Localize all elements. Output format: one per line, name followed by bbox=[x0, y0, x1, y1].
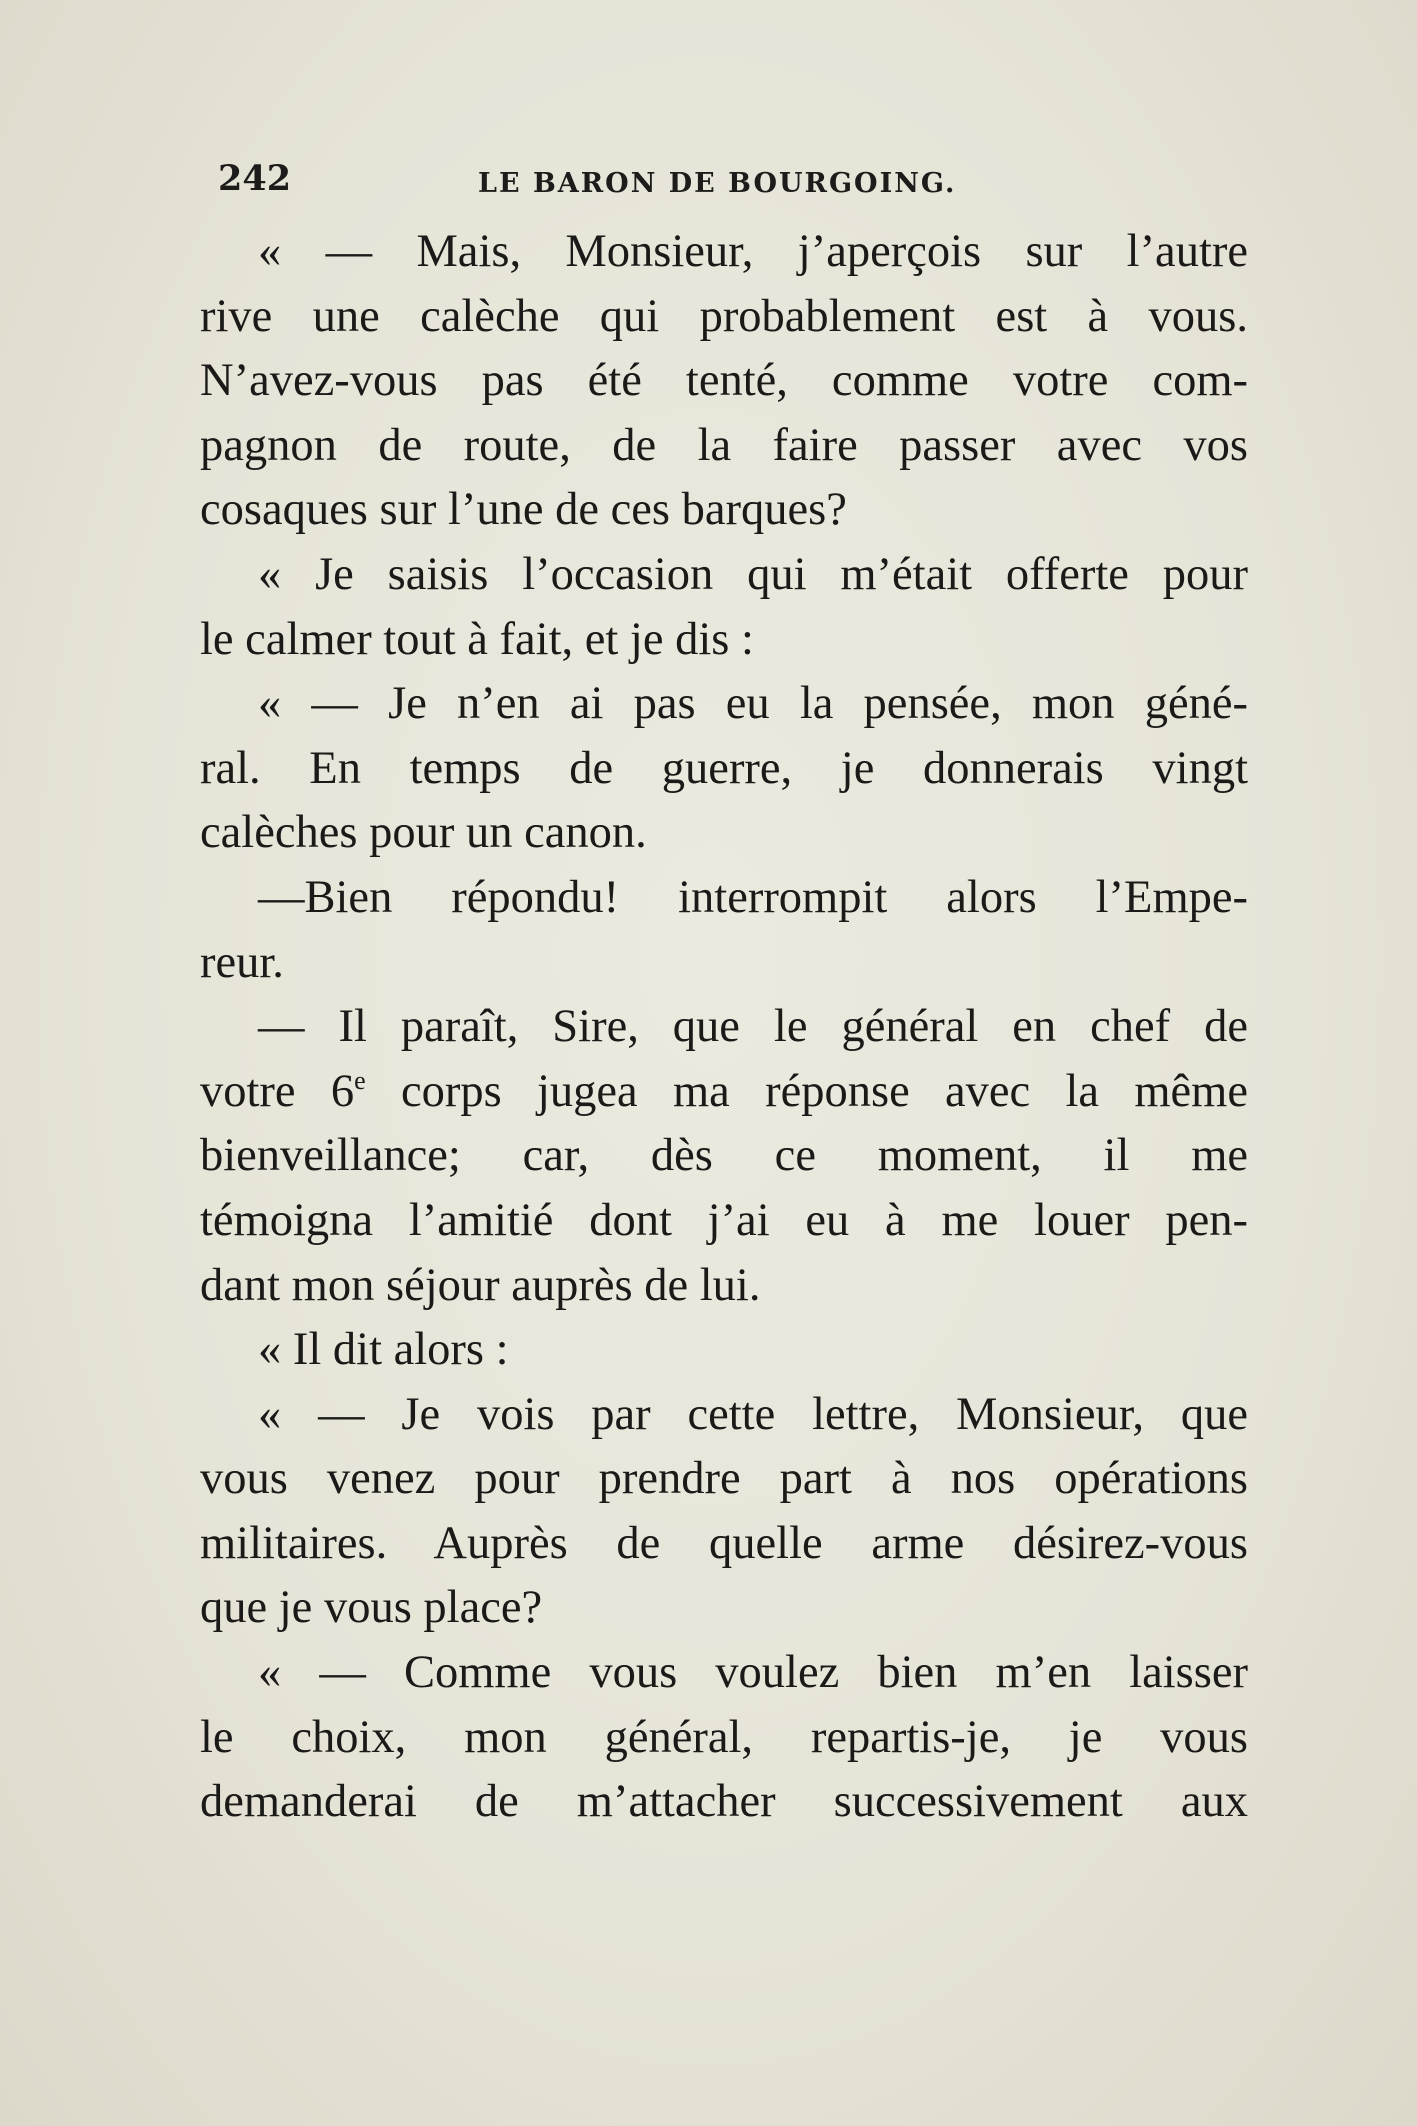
text-line: « — Comme vous voulez bien m’en laisser bbox=[258, 1647, 1248, 1699]
text-line: « — Je n’en ai pas eu la pensée, mon géné- bbox=[258, 678, 1248, 730]
text-line: « Je saisis l’occasion qui m’était offerte pour bbox=[258, 548, 1248, 600]
text-segment: corps jugea ma réponse avec la même bbox=[365, 1065, 1248, 1117]
text-line: « — Je vois par cette lettre, Monsieur, que bbox=[258, 1388, 1248, 1440]
page-number: 242 bbox=[218, 158, 292, 199]
running-head: LE BARON DE BOURGOING. bbox=[478, 168, 957, 199]
text-line: ral. En temps de guerre, je donnerais vingt bbox=[200, 742, 1248, 794]
text-line: demanderai de m’attacher successivement aux bbox=[200, 1776, 1248, 1828]
text-line: vous venez pour prendre part à nos opérations bbox=[200, 1453, 1248, 1505]
text-line: « — Mais, Monsieur, j’aperçois sur l’autre bbox=[258, 226, 1248, 277]
text-line: témoigna l’amitié dont j’ai eu à me louer pen- bbox=[200, 1194, 1248, 1246]
text-line: « Il dit alors : bbox=[258, 1324, 509, 1376]
text-line: N’avez-vous pas été tenté, comme votre com- bbox=[200, 355, 1248, 407]
body-text bbox=[200, 220, 1248, 1835]
text-line: pagnon de route, de la faire passer avec vos bbox=[200, 419, 1248, 471]
text-line: — Il paraît, Sire, que le général en chef de bbox=[258, 1001, 1248, 1053]
text-line bbox=[200, 1060, 1248, 1125]
text-line: —Bien répondu! interrompit alors l’Empe- bbox=[258, 871, 1248, 923]
text-segment: votre 6 bbox=[200, 1065, 355, 1117]
text-line: bienveillance; car, dès ce moment, il me bbox=[200, 1130, 1248, 1182]
text-line: militaires. Auprès de quelle arme désirez-vous bbox=[200, 1517, 1248, 1569]
text-line: calèches pour un canon. bbox=[200, 807, 647, 859]
text-line: dant mon séjour auprès de lui. bbox=[200, 1259, 761, 1311]
text-line: que je vous place? bbox=[200, 1582, 543, 1634]
text-line: cosaques sur l’une de ces barques? bbox=[200, 484, 847, 536]
text-line: le calmer tout à fait, et je dis : bbox=[200, 613, 754, 665]
text-line: le choix, mon général, repartis-je, je vous bbox=[200, 1711, 1248, 1763]
page-header bbox=[218, 158, 1238, 208]
text-line: reur. bbox=[200, 936, 284, 988]
text-line: rive une calèche qui probablement est à vous. bbox=[200, 290, 1248, 342]
superscript: e bbox=[354, 1065, 366, 1095]
